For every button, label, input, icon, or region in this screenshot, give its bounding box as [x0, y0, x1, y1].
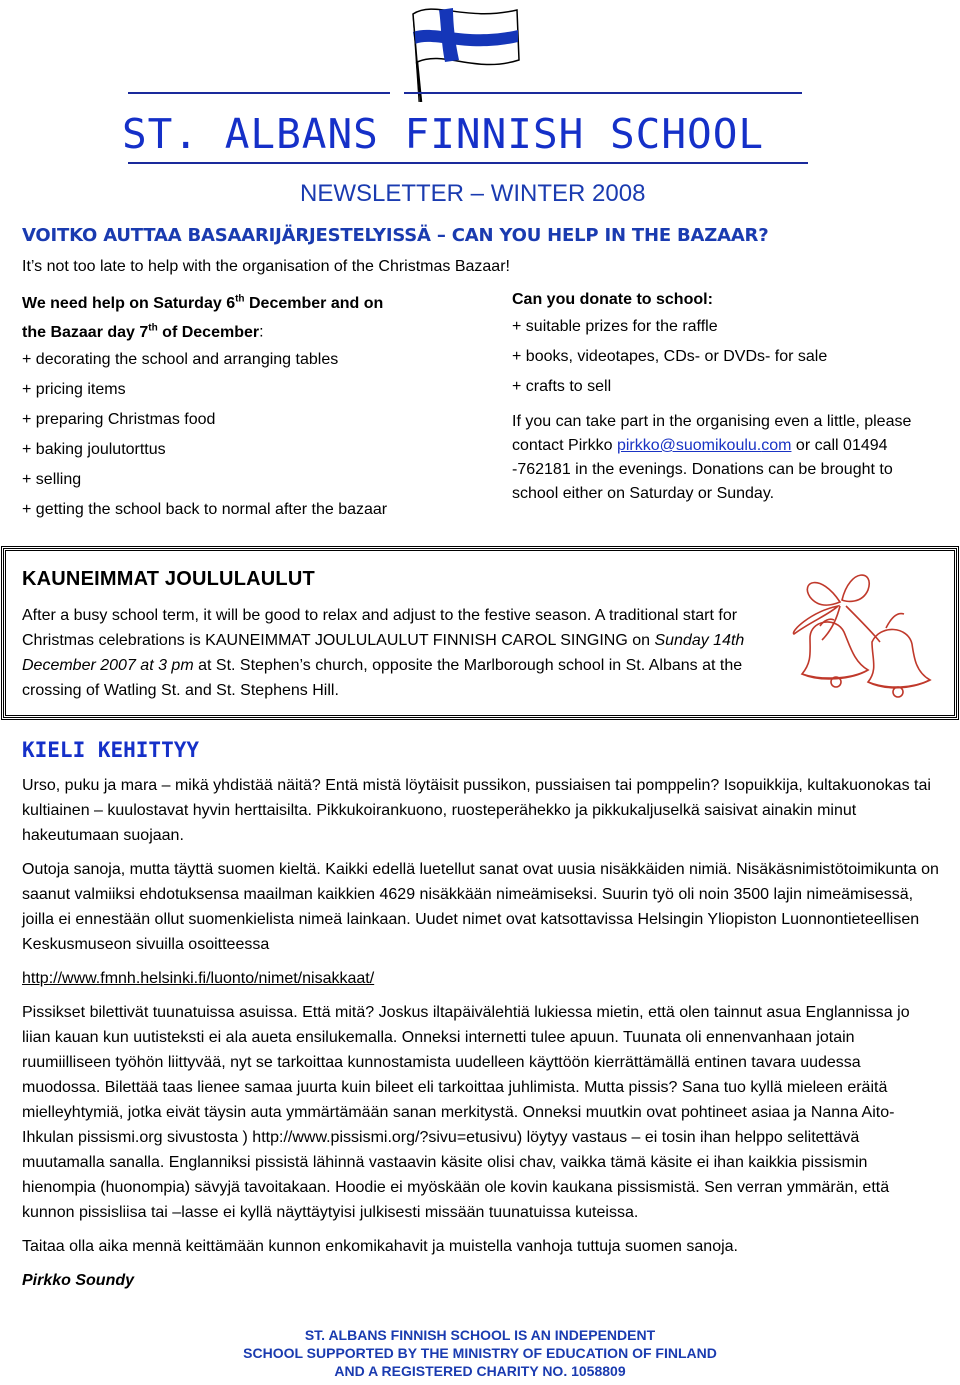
finnish-flag-icon [405, 2, 525, 102]
footer-line-1: ST. ALBANS FINNISH SCHOOL IS AN INDEPENDENT [304, 1327, 656, 1343]
help-item: + getting the school back to normal after the bazaar [22, 500, 388, 518]
header-rule-right [404, 92, 802, 94]
bells-icon [780, 562, 940, 702]
christmas-bells-illustration [780, 562, 940, 702]
finnish-flag-logo [405, 2, 525, 102]
contact-paragraph: If you can take part in the organising even a little, please contact Pirkko pirkko@suomikoulu.com or call 01494 -762181 in the evenings. Donations can be brought to school either on Saturday or Sunday. [512, 413, 912, 502]
donate-item: + crafts to sell [512, 378, 612, 395]
header-rule-left [128, 92, 390, 94]
kieli-paragraph-4: Taitaa olla aika mennä keittämään kunnon enkomikahavit ja muistella vanhoja tuttuja suomen sanoja. [22, 1238, 738, 1255]
carol-text: After a busy school term, it will be good to relax and adjust to the festive season. A traditional start for Christmas celebrations is KAUNEIMMAT JOULULAULUT FINNISH CAROL SINGING on Sunday 14th December 2007 at 3 pm at St. Stephen’s church, opposite the Marlborough school in St. Albans at the crossing of Watling St. and St. Stephens Hill. [22, 607, 745, 699]
help-item: + baking joulutorttus [22, 440, 166, 458]
newsletter-title: NEWSLETTER – WINTER 2008 [300, 180, 646, 207]
fmnh-link[interactable]: http://www.fmnh.helsinki.fi/luonto/nimet/nisakkaat/ [22, 970, 375, 987]
kieli-paragraph-1: Urso, puku ja mara – mikä yhdistää näitä? Entä mistä löytäisit pussikon, pussiaisen tai pomppelin? Isopuikkija, kultakuonokas tai kultiainen – kuulostavat hyvin herttaisilta. Pikkukoirankuono, ruosteperähekko ja pikkukaljuselkä saisivat ainakin minut hakeutumaan suojaan. [22, 777, 931, 844]
email-link-tail[interactable]: com [761, 437, 792, 454]
kieli-title: KIELI KEHITTYY [22, 738, 200, 762]
donate-column [512, 288, 942, 506]
header-rule-bottom [128, 162, 808, 164]
bazaar-help-column [22, 288, 492, 525]
bazaar-title: VOITKO AUTTAA BASAARIJÄRJESTELYISSÄ – CAN YOU HELP IN THE BAZAAR? [22, 225, 769, 246]
kieli-paragraph-2: Outoja sanoja, mutta täyttä suomen kieltä. Kaikki edellä luetellut sanat ovat uusia nisäkkäiden nimiä. Nisäkäsnimistötoimikunta on saanut valmiiksi ehdotuksensa maailman kaikkien 4629 nisäkkään nimeämiseksi. Suurin työ oli noin 3500 lajin nimeämisessä, joilla ei ennestään ollut suomenkielista nimeä lainkaan. Uudet nimet ovat katsottavissa Helsingin Yliopiston Luonnontieteellisen Keskusmuseon sivuilla osoitteessa [22, 861, 939, 953]
signature: Pirkko Soundy [22, 1272, 135, 1289]
donate-item: + suitable prizes for the raffle [512, 318, 718, 335]
footer [0, 1326, 960, 1380]
donate-item: + books, videotapes, CDs- or DVDs- for sale [512, 348, 828, 365]
help-heading-line2: the Bazaar day 7th of December: [22, 322, 264, 341]
kieli-paragraph-3: Pissikset bilettivät tuunatuissa asuissa. Että mitä? Joskus iltapäivälehtiä lukiessa mietin, että olen tainnut asua Englannissa jo liian kauan kun uutisteksti ei ala aueta ensilukemalla. Onneksi internetti tulee apuun. Tuunata oli ennenvanhaan jotain ruumiilliseen työhön liittyvää, nyt se tarkoittaa kunnostamista uudelleen käyttöön kierrättämällä entinen tavara uudessa muodossa. Bilettää taas lienee samaa juurta kuin bileet eli tarkoittaa juhlimista. Mutta pissis? Sana tuo kyllä mieleen eräitä mielleyhtymiä, jotka eivät täysin auta ymmärtämään sanan merkitystä. Onneksi muutkin ovat pohtineet asiaa ja Nanna Aito-Ihkulan pissismi.org sivustosta ) http://www.pissismi.org/?sivu=etusivu) löytyy vastaus – ei tosin ihan helppo selitettävä muutamalla sanalla. Englanniksi pissistä lähinnä vastaavin käsite olisi chav, vaikka tämä käsite ei ihan kaikkia pissismin hienompia (huonompia) sävyjä tavoitakaan. Hoodie ei myöskään ole kovin kaukana pissismistä. Sen verran ymmärän, että kunnon pissisliisa tai –lasse ei kyllä näyttäytyisi julkisesti missään tuunatuissa kuteissa. [22, 1004, 910, 1221]
help-heading-line1: We need help on Saturday 6th December and on [22, 294, 384, 313]
school-title: ST. ALBANS FINNISH SCHOOL [122, 110, 765, 158]
footer-line-3: AND A REGISTERED CHARITY NO. 1058809 [334, 1363, 626, 1379]
footer-line-2: SCHOOL SUPPORTED BY THE MINISTRY OF EDUCATION OF FINLAND [243, 1345, 717, 1361]
carol-title: KAUNEIMMAT JOULULAULUT [22, 568, 315, 590]
help-item: + selling [22, 470, 82, 488]
help-item: + decorating the school and arranging tables [22, 350, 339, 368]
help-item: + pricing items [22, 380, 126, 398]
bazaar-intro: It’s not too late to help with the organisation of the Christmas Bazaar! [22, 258, 510, 275]
donate-heading: Can you donate to school: [512, 291, 713, 308]
email-link[interactable]: pirkko@suomikoulu. [616, 437, 762, 454]
kieli-article [22, 773, 942, 1302]
help-item: + preparing Christmas food [22, 410, 216, 428]
